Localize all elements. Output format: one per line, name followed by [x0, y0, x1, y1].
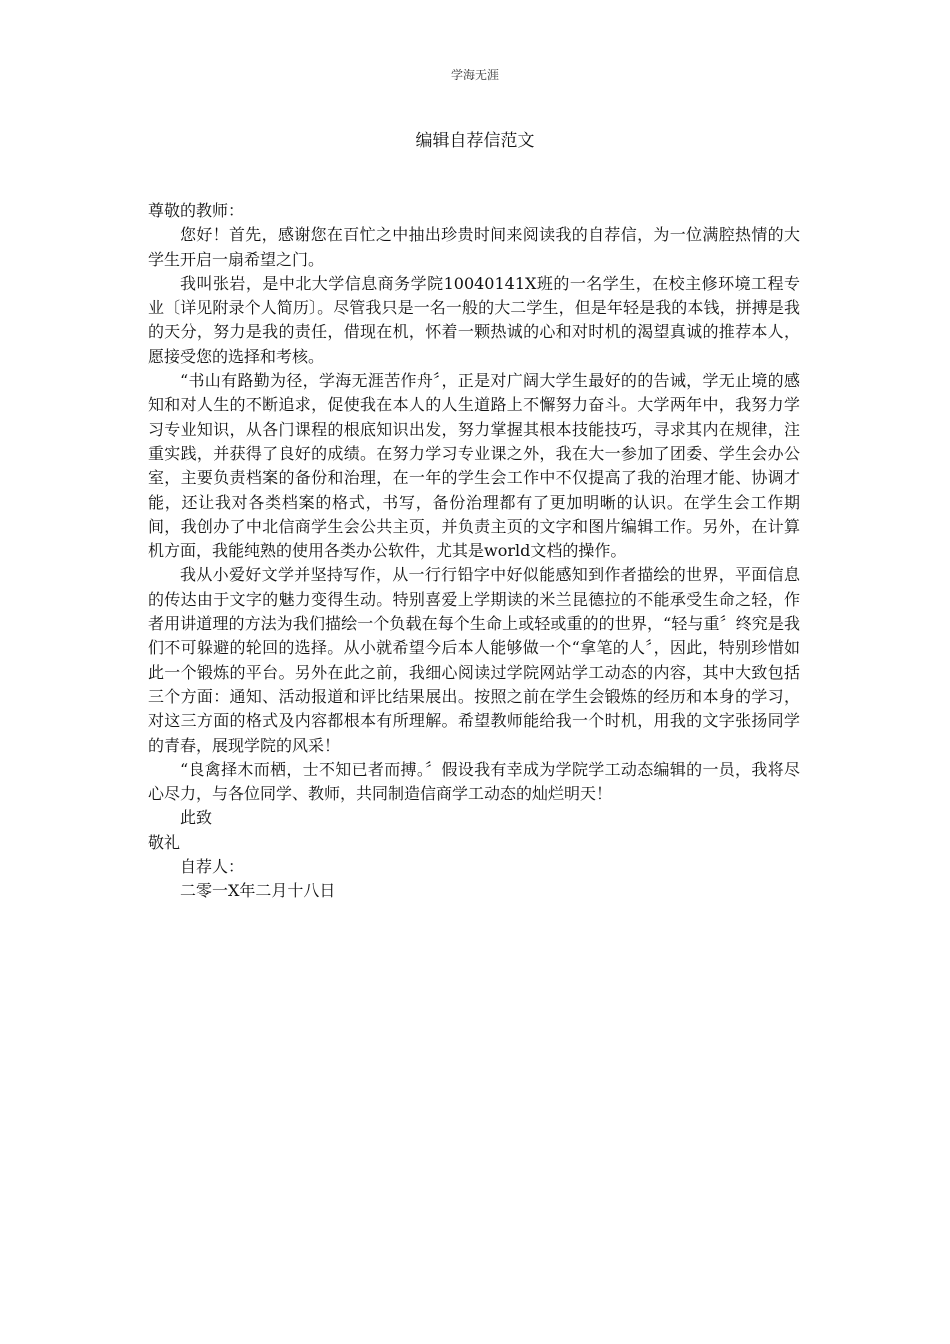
closing-line-1: 此致 — [180, 808, 213, 828]
paragraph-greeting: 您好！首先，感谢您在百忙之中抽出珍贵时间来阅读我的自荐信，为一位满腔热情的大学生开启一扇希望之门。 — [148, 225, 800, 269]
letter-date: 二零一X年二月十八日 — [180, 881, 336, 901]
letter-body — [148, 199, 800, 904]
page-header: 学海无涯 — [450, 68, 499, 82]
paragraph-introduction: 我叫张岩，是中北大学信息商务学院10040141X班的一名学生，在校主修环境工程专业〔详见附录个人简历〕。尽管我只是一名一般的大二学生，但是年轻是我的本钱，拼搏是我的天分，努力是我的责任，借现在机，怀着一颗热诚的心和对时机的渴望真诚的推荐本人，愿接受您的选择和考核。 — [148, 273, 800, 366]
signer-label: 自荐人： — [180, 857, 245, 877]
document-title: 编辑自荐信范文 — [415, 131, 535, 151]
salutation: 尊敬的教师： — [148, 201, 245, 220]
paragraph-experience: “书山有路勤为径，学海无涯苦作舟〞，正是对广阔大学生最好的的告诫，学无止境的感知和对人生的不断追求，促使我在本人的人生道路上不懈努力奋斗。大学两年中，我努力学习专业知识，从各门课程的根底知识出发，努力掌握其根本技能技巧，寻求其内在规律，注重实践，并获得了良好的成绩。在努力学习专业课之外，我在大一参加了团委、学生会办公室，主要负责档案的备份和治理，在一年的学生会工作中不仅提高了我的治理才能、协调才能，还让我对各类档案的格式，书写，备份治理都有了更加明晰的认识。在学生会工作期间，我创办了中北信商学生会公共主页，并负责主页的文字和图片编辑工作。另外，在计算机方面，我能纯熟的使用各类办公软件，尤其是world文档的操作。 — [148, 371, 800, 561]
paragraph-conclusion: “良禽择木而栖，士不知已者而搏。〞假设我有幸成为学院学工动态编辑的一员，我将尽心尽力，与各位同学、教师，共同制造信商学工动态的灿烂明天！ — [148, 759, 800, 804]
paragraph-interest: 我从小爱好文学并坚持写作，从一行行铅字中好似能感知到作者描绘的世界，平面信息的传达由于文字的魅力变得生动。特别喜爱上学期读的米兰昆德拉的不能承受生命之轻，作者用讲道理的方法为我们描绘一个负载在每个生命上或轻或重的的世界，“轻与重〞终究是我们不可躲避的轮回的选择。从小就希望今后本人能够做一个“拿笔的人〞，因此，特别珍惜如此一个锻炼的平台。另外在此之前，我细心阅读过学院网站学工动态的内容，其中大致包括三个方面：通知、活动报道和评比结果展出。按照之前在学生会锻炼的经历和本身的学习，对这三方面的格式及内容都根本有所理解。希望教师能给我一个时机，用我的文字张扬同学的青春，展现学院的风采！ — [148, 565, 800, 755]
closing-line-2: 敬礼 — [148, 832, 181, 852]
